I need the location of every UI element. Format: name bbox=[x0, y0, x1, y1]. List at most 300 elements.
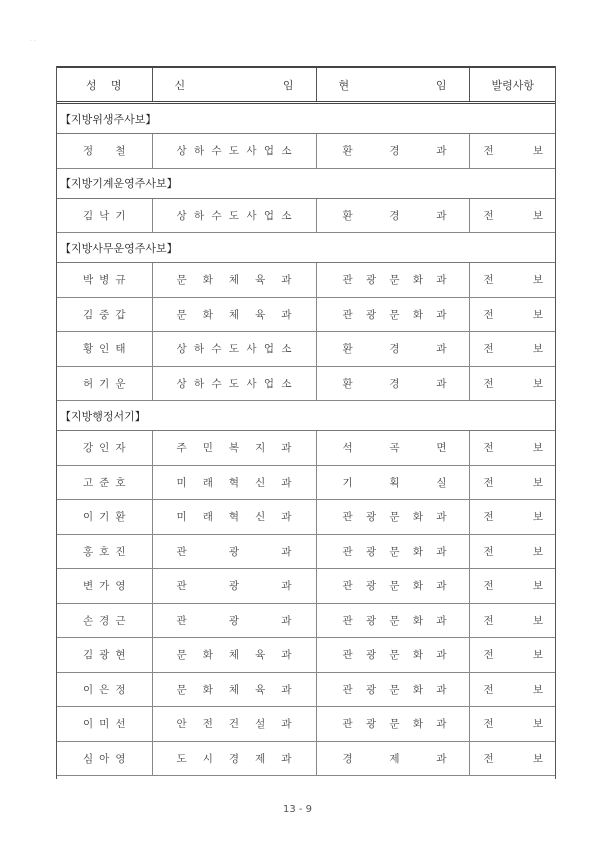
previous-post-char: 과 bbox=[281, 752, 292, 765]
appointment-action bbox=[469, 198, 556, 233]
appointment-action-char: 전 bbox=[483, 343, 494, 356]
table-row bbox=[56, 534, 556, 569]
previous-post-char: 과 bbox=[281, 308, 292, 321]
appointment-action bbox=[469, 534, 556, 569]
previous-post-char: 경 bbox=[228, 752, 240, 765]
table-row bbox=[56, 638, 556, 673]
previous-post-char: 체 bbox=[228, 649, 240, 662]
section-header-row bbox=[56, 401, 556, 431]
person-name bbox=[56, 263, 152, 298]
person-name-char: 이 bbox=[83, 718, 94, 731]
new-post-char: 화 bbox=[412, 718, 424, 731]
new-post-char: 실 bbox=[436, 476, 447, 489]
previous-post-char: 혁 bbox=[228, 511, 240, 524]
previous-post-char: 소 bbox=[281, 343, 292, 356]
appointment-action-char: 전 bbox=[483, 145, 494, 158]
new-post-char: 광 bbox=[365, 511, 377, 524]
new-post-char: 관 bbox=[342, 511, 353, 524]
new-post-char: 경 bbox=[342, 752, 353, 765]
table-row bbox=[56, 366, 556, 401]
previous-post-char: 사 bbox=[246, 145, 257, 158]
appointment-action bbox=[469, 366, 556, 401]
previous-post-char: 복 bbox=[228, 442, 240, 455]
appointment-action-char: 전 bbox=[483, 718, 494, 731]
person-name bbox=[56, 603, 152, 638]
previous-post-char: 과 bbox=[281, 476, 292, 489]
new-post bbox=[316, 500, 469, 535]
new-post-char: 문 bbox=[389, 614, 400, 627]
new-post-char: 문 bbox=[389, 511, 400, 524]
previous-post-char: 업 bbox=[263, 377, 274, 390]
scan-specks: · · bbox=[30, 38, 36, 45]
page-number: 13 - 9 bbox=[282, 804, 313, 815]
section-header-row bbox=[56, 168, 556, 198]
person-name-char: 진 bbox=[115, 545, 126, 558]
new-post-char: 화 bbox=[412, 649, 424, 662]
new-post-char: 광 bbox=[365, 545, 377, 558]
previous-post-char: 문 bbox=[176, 649, 187, 662]
new-post-char: 경 bbox=[389, 343, 400, 356]
person-name-char: 아 bbox=[99, 752, 110, 765]
previous-post-char: 도 bbox=[228, 209, 240, 222]
person-name-char: 황 bbox=[83, 343, 94, 356]
person-name-char: 허 bbox=[83, 377, 94, 390]
table-row bbox=[56, 707, 556, 742]
person-name bbox=[56, 638, 152, 673]
previous-post-char: 화 bbox=[202, 683, 213, 696]
section-title: 【지방행정서기】 bbox=[56, 401, 556, 431]
header-action-label: 발령사항 bbox=[491, 78, 534, 92]
person-name bbox=[56, 134, 152, 169]
person-name-char: 호 bbox=[99, 545, 110, 558]
section-title: 【지방사무운영주사보】 bbox=[56, 233, 556, 263]
table-row bbox=[56, 431, 556, 466]
previous-post-char: 육 bbox=[255, 274, 266, 287]
new-post bbox=[316, 431, 469, 466]
section-header-row bbox=[56, 103, 556, 134]
previous-post-char: 제 bbox=[255, 752, 266, 765]
new-post bbox=[316, 638, 469, 673]
new-post bbox=[316, 569, 469, 604]
person-name-char: 정 bbox=[115, 683, 126, 696]
appointment-action bbox=[469, 603, 556, 638]
appointment-action-char: 전 bbox=[483, 442, 494, 455]
person-name-char: 변 bbox=[83, 580, 94, 593]
previous-post-char: 과 bbox=[281, 649, 292, 662]
new-post bbox=[316, 741, 469, 776]
previous-post-char: 도 bbox=[176, 752, 187, 765]
previous-post bbox=[152, 263, 316, 298]
person-name-char: 근 bbox=[115, 614, 126, 627]
table-row bbox=[56, 465, 556, 500]
appointment-action-char: 전 bbox=[483, 274, 494, 287]
person-name-char: 인 bbox=[99, 442, 110, 455]
previous-post bbox=[152, 603, 316, 638]
previous-post-char: 래 bbox=[202, 511, 213, 524]
new-post-char: 관 bbox=[342, 614, 353, 627]
new-post-char: 환 bbox=[342, 209, 353, 222]
person-name bbox=[56, 366, 152, 401]
previous-post-char: 광 bbox=[228, 580, 240, 593]
previous-post bbox=[152, 672, 316, 707]
new-post-char: 과 bbox=[436, 343, 447, 356]
new-post-char: 화 bbox=[412, 614, 424, 627]
new-post bbox=[316, 366, 469, 401]
appointment-action bbox=[469, 431, 556, 466]
new-post-char: 관 bbox=[342, 274, 353, 287]
table-row bbox=[56, 134, 556, 169]
person-name-char: 운 bbox=[115, 377, 126, 390]
person-name-char: 심 bbox=[83, 752, 94, 765]
new-post bbox=[316, 465, 469, 500]
previous-post-char: 수 bbox=[211, 145, 222, 158]
previous-post-char: 사 bbox=[246, 377, 257, 390]
table-row bbox=[56, 297, 556, 332]
new-post-char: 획 bbox=[389, 476, 400, 489]
new-post-char: 기 bbox=[342, 476, 353, 489]
previous-post-char: 과 bbox=[281, 274, 292, 287]
person-name-char: 고 bbox=[83, 476, 94, 489]
new-post-char: 관 bbox=[342, 683, 353, 696]
header-to bbox=[316, 67, 469, 103]
new-post-char: 문 bbox=[389, 718, 400, 731]
new-post-char: 관 bbox=[342, 580, 353, 593]
appointment-action bbox=[469, 569, 556, 604]
new-post bbox=[316, 534, 469, 569]
previous-post-char: 과 bbox=[281, 614, 292, 627]
appointment-action-char: 전 bbox=[483, 649, 494, 662]
previous-post-char: 관 bbox=[176, 545, 187, 558]
previous-post-char: 관 bbox=[176, 580, 187, 593]
person-name-char: 호 bbox=[115, 476, 126, 489]
new-post-char: 광 bbox=[365, 274, 377, 287]
table-row bbox=[56, 569, 556, 604]
new-post-char: 광 bbox=[365, 718, 377, 731]
person-name-char: 영 bbox=[115, 752, 126, 765]
appointment-action bbox=[469, 465, 556, 500]
previous-post-char: 신 bbox=[255, 511, 266, 524]
appointment-action-char: 보 bbox=[532, 580, 543, 593]
appointment-action-char: 보 bbox=[532, 511, 543, 524]
previous-post-char: 도 bbox=[228, 145, 240, 158]
new-post-char: 과 bbox=[436, 718, 447, 731]
person-name-char: 중 bbox=[99, 308, 110, 321]
new-post-char: 문 bbox=[389, 683, 400, 696]
header-from-char: 신 bbox=[174, 78, 186, 92]
previous-post-char: 과 bbox=[281, 718, 292, 731]
table-row bbox=[56, 332, 556, 367]
person-name-char: 미 bbox=[99, 718, 110, 731]
previous-post-char: 육 bbox=[255, 308, 266, 321]
person-name bbox=[56, 534, 152, 569]
new-post-char: 관 bbox=[342, 649, 353, 662]
person-name-char: 철 bbox=[115, 145, 126, 158]
person-name bbox=[56, 332, 152, 367]
previous-post bbox=[152, 638, 316, 673]
previous-post-char: 체 bbox=[228, 308, 240, 321]
header-name bbox=[56, 67, 152, 103]
appointment-action-char: 보 bbox=[532, 209, 543, 222]
new-post bbox=[316, 134, 469, 169]
appointment-action-char: 전 bbox=[483, 683, 494, 696]
new-post-char: 과 bbox=[436, 683, 447, 696]
previous-post-char: 민 bbox=[202, 442, 213, 455]
new-post-char: 화 bbox=[412, 308, 424, 321]
person-name-char: 환 bbox=[115, 511, 126, 524]
appointment-action-char: 전 bbox=[483, 614, 494, 627]
person-name-char: 강 bbox=[83, 442, 94, 455]
person-name-char: 이 bbox=[83, 683, 94, 696]
appointment-action bbox=[469, 707, 556, 742]
new-post-char: 과 bbox=[436, 614, 447, 627]
previous-post bbox=[152, 707, 316, 742]
previous-post-char: 설 bbox=[255, 718, 266, 731]
person-name bbox=[56, 198, 152, 233]
previous-post-char: 업 bbox=[263, 343, 274, 356]
new-post-char: 화 bbox=[412, 274, 424, 287]
new-post-char: 과 bbox=[436, 580, 447, 593]
previous-post bbox=[152, 198, 316, 233]
new-post-char: 문 bbox=[389, 545, 400, 558]
person-name bbox=[56, 465, 152, 500]
previous-post-char: 주 bbox=[176, 442, 187, 455]
previous-post-char: 소 bbox=[281, 145, 292, 158]
previous-post-char: 업 bbox=[263, 145, 274, 158]
personnel-table-container bbox=[56, 66, 556, 776]
person-name-char: 선 bbox=[115, 718, 126, 731]
section-title: 【지방위생주사보】 bbox=[56, 103, 556, 134]
new-post-char: 과 bbox=[436, 545, 447, 558]
previous-post-char: 소 bbox=[281, 209, 292, 222]
appointment-action bbox=[469, 500, 556, 535]
table-row bbox=[56, 198, 556, 233]
table-row bbox=[56, 672, 556, 707]
person-name-char: 준 bbox=[99, 476, 110, 489]
previous-post-char: 과 bbox=[281, 511, 292, 524]
person-name-char: 기 bbox=[115, 209, 126, 222]
appointment-action-char: 보 bbox=[532, 545, 543, 558]
previous-post-char: 도 bbox=[228, 343, 240, 356]
person-name bbox=[56, 741, 152, 776]
new-post-char: 과 bbox=[436, 752, 447, 765]
header-name-char: 성 bbox=[86, 78, 97, 92]
previous-post-char: 상 bbox=[176, 145, 187, 158]
previous-post-char: 화 bbox=[202, 308, 213, 321]
person-name-char: 홍 bbox=[83, 545, 94, 558]
table-header-row bbox=[56, 67, 556, 103]
person-name-char: 태 bbox=[115, 343, 126, 356]
previous-post-char: 상 bbox=[176, 377, 187, 390]
previous-post-char: 사 bbox=[246, 343, 257, 356]
new-post bbox=[316, 297, 469, 332]
appointment-action-char: 보 bbox=[532, 718, 543, 731]
appointment-action-char: 보 bbox=[532, 377, 543, 390]
new-post-char: 화 bbox=[412, 580, 424, 593]
appointment-action-char: 보 bbox=[532, 752, 543, 765]
appointment-action bbox=[469, 672, 556, 707]
appointment-action-char: 전 bbox=[483, 209, 494, 222]
previous-post-char: 체 bbox=[228, 683, 240, 696]
appointment-action-char: 전 bbox=[483, 511, 494, 524]
new-post-char: 곡 bbox=[389, 442, 400, 455]
previous-post-char: 상 bbox=[176, 343, 187, 356]
table-body bbox=[56, 103, 556, 776]
previous-post-char: 전 bbox=[202, 718, 213, 731]
new-post bbox=[316, 263, 469, 298]
previous-post-char: 광 bbox=[228, 614, 240, 627]
appointment-action bbox=[469, 263, 556, 298]
new-post-char: 과 bbox=[436, 649, 447, 662]
person-name bbox=[56, 500, 152, 535]
new-post-char: 관 bbox=[342, 308, 353, 321]
new-post bbox=[316, 707, 469, 742]
previous-post-char: 하 bbox=[193, 145, 205, 158]
previous-post-char: 건 bbox=[228, 718, 240, 731]
person-name-char: 경 bbox=[99, 614, 110, 627]
previous-post-char: 수 bbox=[211, 343, 222, 356]
previous-post-char: 체 bbox=[228, 274, 240, 287]
appointment-action bbox=[469, 332, 556, 367]
appointment-action-char: 보 bbox=[532, 476, 543, 489]
table-row bbox=[56, 500, 556, 535]
person-name-char: 낙 bbox=[99, 209, 110, 222]
previous-post-char: 육 bbox=[255, 683, 266, 696]
appointment-action bbox=[469, 741, 556, 776]
previous-post-char: 안 bbox=[176, 718, 187, 731]
person-name-char: 가 bbox=[99, 580, 110, 593]
person-name bbox=[56, 569, 152, 604]
new-post-char: 경 bbox=[389, 145, 400, 158]
section-header-row bbox=[56, 233, 556, 263]
previous-post-char: 하 bbox=[193, 209, 205, 222]
previous-post-char: 광 bbox=[228, 545, 240, 558]
previous-post-char: 상 bbox=[176, 209, 187, 222]
new-post-char: 제 bbox=[389, 752, 400, 765]
previous-post-char: 혁 bbox=[228, 476, 240, 489]
new-post-char: 환 bbox=[342, 343, 353, 356]
new-post-char: 과 bbox=[436, 209, 447, 222]
previous-post-char: 문 bbox=[176, 274, 187, 287]
table-row bbox=[56, 603, 556, 638]
new-post-char: 광 bbox=[365, 683, 377, 696]
new-post-char: 과 bbox=[436, 308, 447, 321]
person-name-char: 갑 bbox=[115, 308, 126, 321]
person-name-char: 기 bbox=[99, 511, 110, 524]
new-post-char: 경 bbox=[389, 209, 400, 222]
new-post-char: 문 bbox=[389, 649, 400, 662]
person-name-char: 박 bbox=[83, 274, 94, 287]
person-name-char: 기 bbox=[99, 377, 110, 390]
new-post-char: 과 bbox=[436, 274, 447, 287]
appointment-action-char: 보 bbox=[532, 308, 543, 321]
previous-post-char: 관 bbox=[176, 614, 187, 627]
new-post-char: 광 bbox=[365, 649, 377, 662]
appointment-action bbox=[469, 638, 556, 673]
new-post-char: 문 bbox=[389, 580, 400, 593]
new-post-char: 화 bbox=[412, 683, 424, 696]
previous-post-char: 시 bbox=[202, 752, 213, 765]
header-from bbox=[152, 67, 316, 103]
previous-post-char: 과 bbox=[281, 580, 292, 593]
new-post-char: 환 bbox=[342, 145, 353, 158]
new-post-char: 석 bbox=[342, 442, 353, 455]
previous-post bbox=[152, 332, 316, 367]
appointment-action-char: 전 bbox=[483, 752, 494, 765]
previous-post bbox=[152, 366, 316, 401]
person-name-char: 병 bbox=[99, 274, 110, 287]
person-name-char: 정 bbox=[83, 145, 94, 158]
new-post-char: 화 bbox=[412, 545, 424, 558]
appointment-action-char: 전 bbox=[483, 476, 494, 489]
appointment-action-char: 보 bbox=[532, 274, 543, 287]
appointment-action-char: 전 bbox=[483, 308, 494, 321]
new-post-char: 관 bbox=[342, 545, 353, 558]
previous-post bbox=[152, 741, 316, 776]
appointment-action-char: 보 bbox=[532, 343, 543, 356]
person-name bbox=[56, 297, 152, 332]
previous-post-char: 하 bbox=[193, 377, 205, 390]
previous-post-char: 문 bbox=[176, 308, 187, 321]
appointment-action bbox=[469, 297, 556, 332]
previous-post-char: 도 bbox=[228, 377, 240, 390]
person-name-char: 김 bbox=[83, 649, 94, 662]
new-post-char: 광 bbox=[365, 308, 377, 321]
new-post-char: 화 bbox=[412, 511, 424, 524]
new-post-char: 문 bbox=[389, 308, 400, 321]
person-name-char: 광 bbox=[99, 649, 110, 662]
previous-post bbox=[152, 500, 316, 535]
previous-post-char: 육 bbox=[255, 649, 266, 662]
appointment-action-char: 전 bbox=[483, 580, 494, 593]
previous-post-char: 하 bbox=[193, 343, 205, 356]
previous-post-char: 과 bbox=[281, 683, 292, 696]
previous-post-char: 미 bbox=[176, 511, 187, 524]
new-post bbox=[316, 672, 469, 707]
person-name bbox=[56, 431, 152, 466]
previous-post-char: 화 bbox=[202, 274, 213, 287]
table-row bbox=[56, 263, 556, 298]
new-post-char: 면 bbox=[436, 442, 447, 455]
header-to-char: 임 bbox=[435, 78, 447, 92]
header-to-char: 현 bbox=[338, 78, 350, 92]
previous-post bbox=[152, 431, 316, 466]
new-post-char: 환 bbox=[342, 377, 353, 390]
person-name bbox=[56, 672, 152, 707]
header-action bbox=[469, 67, 556, 103]
header-name-char: 명 bbox=[110, 78, 122, 92]
previous-post bbox=[152, 134, 316, 169]
previous-post-char: 지 bbox=[255, 442, 266, 455]
appointment-action-char: 보 bbox=[532, 683, 543, 696]
new-post-char: 광 bbox=[365, 580, 377, 593]
previous-post bbox=[152, 569, 316, 604]
header-from-char: 임 bbox=[282, 78, 294, 92]
new-post-char: 경 bbox=[389, 377, 400, 390]
person-name-char: 은 bbox=[99, 683, 110, 696]
previous-post bbox=[152, 534, 316, 569]
person-name-char: 김 bbox=[83, 308, 94, 321]
person-name-char: 현 bbox=[115, 649, 126, 662]
person-name-char: 인 bbox=[99, 343, 110, 356]
previous-post-char: 업 bbox=[263, 209, 274, 222]
appointment-action-char: 보 bbox=[532, 442, 543, 455]
previous-post-char: 문 bbox=[176, 683, 187, 696]
previous-post-char: 과 bbox=[281, 545, 292, 558]
previous-post-char: 수 bbox=[211, 209, 222, 222]
new-post-char: 과 bbox=[436, 145, 447, 158]
new-post-char: 과 bbox=[436, 511, 447, 524]
new-post bbox=[316, 603, 469, 638]
